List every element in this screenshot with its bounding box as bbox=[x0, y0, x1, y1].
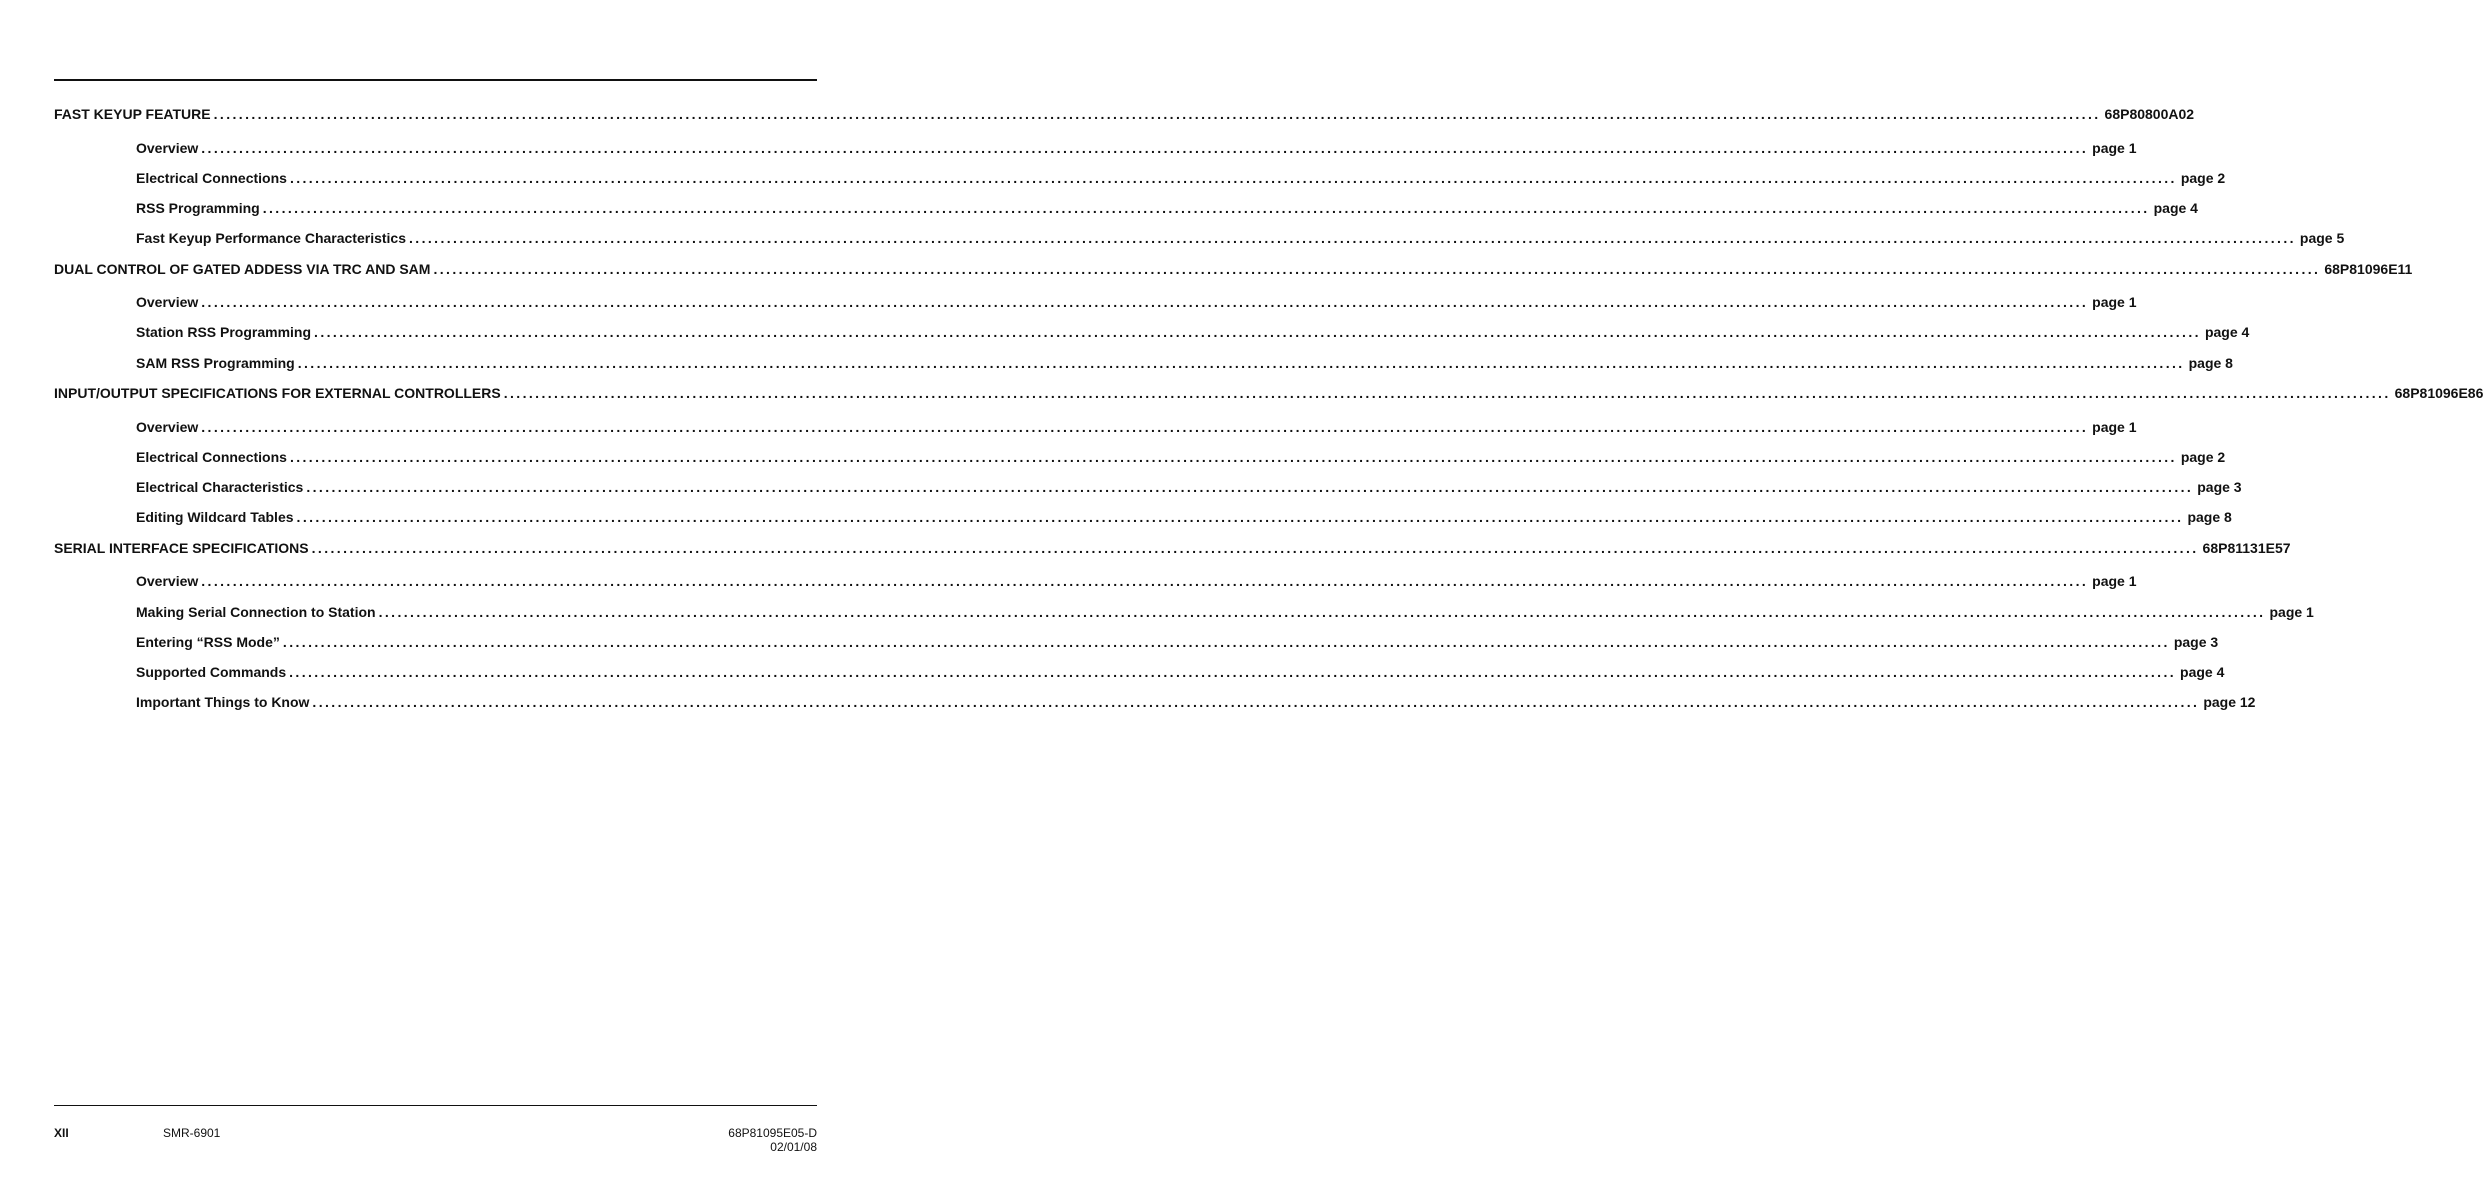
toc-item-title: Electrical Characteristics bbox=[136, 479, 304, 496]
toc-section-ref: 68P81131E57 bbox=[2202, 539, 2291, 556]
toc-item-ref: page 2 bbox=[2180, 448, 2226, 465]
toc-item bbox=[54, 692, 2256, 722]
dot-leader: ............................................................................................................................................................................................................................................................................................................ bbox=[213, 106, 2101, 122]
toc-item-title: Entering “RSS Mode” bbox=[136, 633, 280, 650]
toc-section-ref: 68P81096E86 bbox=[2394, 385, 2483, 402]
toc-item-title: Making Serial Connection to Station bbox=[136, 603, 376, 620]
toc-item-title: SAM RSS Programming bbox=[136, 354, 295, 371]
toc-item-ref: page 8 bbox=[2188, 354, 2233, 371]
toc-item-ref: page 3 bbox=[2173, 633, 2219, 650]
dot-leader: ............................................................................................................................................................................................................................................................................................................ bbox=[312, 694, 2200, 711]
toc-item bbox=[54, 417, 2137, 447]
footer-date: 02/01/08 bbox=[770, 1140, 817, 1154]
toc-item bbox=[54, 571, 2137, 601]
toc-item-ref: page 1 bbox=[2092, 294, 2137, 311]
toc-section bbox=[54, 383, 2483, 417]
toc-item-title: Electrical Connections bbox=[136, 169, 287, 186]
dot-leader: ............................................................................................................................................................................................................................................................................................................ bbox=[201, 139, 2089, 156]
toc-item-ref: page 4 bbox=[2153, 200, 2198, 217]
toc-item bbox=[54, 632, 2219, 662]
footer-doc-code: SMR-6901 bbox=[163, 1126, 221, 1140]
toc-item-title: Overview bbox=[136, 573, 199, 590]
dot-leader: ............................................................................................................................................................................................................................................................................................................ bbox=[306, 479, 2194, 496]
toc-item bbox=[54, 198, 2198, 228]
toc-item-ref: page 1 bbox=[2269, 603, 2314, 620]
toc-item-ref: page 4 bbox=[2180, 664, 2225, 681]
toc-item-title: Overview bbox=[136, 139, 199, 156]
toc-item bbox=[54, 602, 2314, 632]
toc-item bbox=[54, 447, 2226, 477]
toc-item bbox=[54, 353, 2233, 383]
toc-item-ref: page 3 bbox=[2197, 479, 2242, 496]
toc-item-ref: page 5 bbox=[2299, 230, 2345, 247]
dot-leader: ............................................................................................................................................................................................................................................................................................................ bbox=[289, 448, 2177, 465]
toc-item-title: Station RSS Programming bbox=[136, 324, 312, 341]
dot-leader: ............................................................................................................................................................................................................................................................................................................ bbox=[296, 509, 2184, 526]
toc-item bbox=[54, 138, 2137, 168]
toc-item-title: Fast Keyup Performance Characteristics bbox=[136, 230, 406, 247]
toc-section bbox=[54, 259, 2413, 293]
toc-item bbox=[54, 292, 2137, 322]
toc-item-title: Overview bbox=[136, 418, 199, 435]
toc-section-title: SERIAL INTERFACE SPECIFICATIONS bbox=[54, 539, 309, 556]
toc-section-title: INPUT/OUTPUT SPECIFICATIONS FOR EXTERNAL CONTROLLERS bbox=[54, 385, 501, 402]
toc-item-ref: page 1 bbox=[2092, 418, 2137, 435]
toc-item-ref: page 1 bbox=[2092, 573, 2137, 590]
dot-leader: ............................................................................................................................................................................................................................................................................................................ bbox=[297, 354, 2185, 371]
footer-doc-info bbox=[728, 1126, 817, 1154]
toc-item bbox=[54, 507, 2232, 537]
toc-item-title: RSS Programming bbox=[136, 200, 260, 217]
dot-leader: ............................................................................................................................................................................................................................................................................................................ bbox=[314, 324, 2201, 341]
toc-item bbox=[54, 228, 2345, 258]
toc-item bbox=[54, 168, 2226, 198]
dot-leader: ............................................................................................................................................................................................................................................................................................................ bbox=[262, 200, 2150, 217]
toc-section bbox=[54, 538, 2291, 572]
top-rule bbox=[54, 79, 817, 81]
dot-leader: ............................................................................................................................................................................................................................................................................................................ bbox=[282, 633, 2170, 650]
toc-section-title: DUAL CONTROL OF GATED ADDESS VIA TRC AND SAM bbox=[54, 260, 431, 277]
dot-leader: ............................................................................................................................................................................................................................................................................................................ bbox=[503, 385, 2391, 402]
toc-item-title: Important Things to Know bbox=[136, 694, 310, 711]
toc-section-title: FAST KEYUP FEATURE bbox=[54, 106, 211, 122]
footer-page-number: XII bbox=[54, 1126, 69, 1140]
toc-section-ref: 68P80800A02 bbox=[2104, 106, 2195, 122]
bottom-rule bbox=[54, 1105, 817, 1106]
toc-item-ref: page 12 bbox=[2203, 694, 2256, 711]
toc-item-ref: page 2 bbox=[2180, 169, 2226, 186]
toc-section bbox=[54, 104, 2195, 138]
dot-leader: ............................................................................................................................................................................................................................................................................................................ bbox=[201, 294, 2089, 311]
toc-item-ref: page 1 bbox=[2092, 139, 2137, 156]
dot-leader: ............................................................................................................................................................................................................................................................................................................ bbox=[311, 539, 2199, 556]
toc-item bbox=[54, 322, 2250, 352]
dot-leader: ............................................................................................................................................................................................................................................................................................................ bbox=[289, 664, 2177, 681]
toc-item-title: Supported Commands bbox=[136, 664, 287, 681]
footer-doc-id: 68P81095E05-D bbox=[728, 1126, 817, 1140]
toc-item bbox=[54, 477, 2242, 507]
dot-leader: ............................................................................................................................................................................................................................................................................................................ bbox=[201, 418, 2089, 435]
toc-item-title: Overview bbox=[136, 294, 199, 311]
dot-leader: ............................................................................................................................................................................................................................................................................................................ bbox=[378, 603, 2266, 620]
toc-section-ref: 68P81096E11 bbox=[2324, 260, 2413, 277]
table-of-contents bbox=[54, 104, 2483, 723]
dot-leader: ............................................................................................................................................................................................................................................................................................................ bbox=[201, 573, 2089, 590]
dot-leader: ............................................................................................................................................................................................................................................................................................................ bbox=[433, 260, 2321, 277]
toc-item bbox=[54, 662, 2225, 692]
dot-leader: ............................................................................................................................................................................................................................................................................................................ bbox=[409, 230, 2296, 247]
toc-item-title: Electrical Connections bbox=[136, 448, 287, 465]
toc-item-ref: page 8 bbox=[2187, 509, 2232, 526]
dot-leader: ............................................................................................................................................................................................................................................................................................................ bbox=[289, 169, 2177, 186]
toc-item-ref: page 4 bbox=[2204, 324, 2250, 341]
toc-item-title: Editing Wildcard Tables bbox=[136, 509, 294, 526]
